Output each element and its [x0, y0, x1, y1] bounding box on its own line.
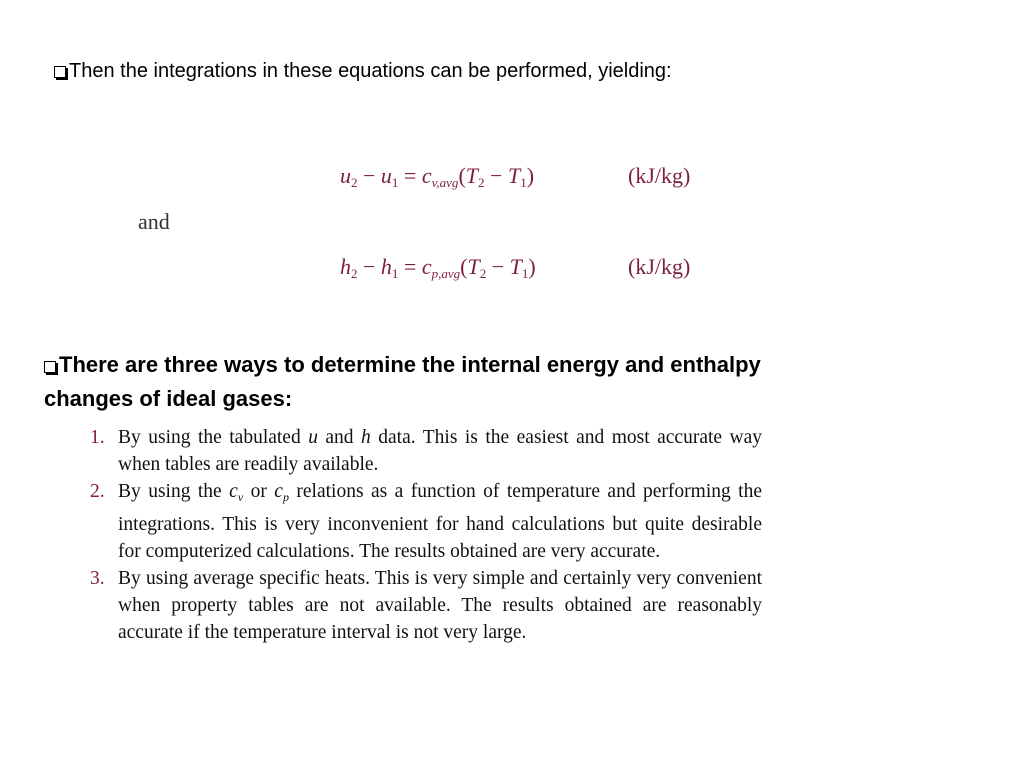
- eq1-paren-close: ): [526, 163, 535, 188]
- eq2-equals: =: [398, 254, 422, 279]
- eq2-unit: (kJ/kg): [628, 254, 691, 279]
- methods-heading: [44, 348, 784, 416]
- eq2-paren-close: ): [528, 254, 536, 279]
- item1-var-h: h: [361, 427, 371, 448]
- item1-text-a: By using the tabulated: [118, 427, 309, 448]
- methods-heading-text: There are three ways to determine the internal energy and enthalpy changes of ideal gases:: [44, 352, 761, 411]
- eq2-paren-open: (: [460, 254, 468, 279]
- item2-var-cp-sub: p: [282, 490, 289, 504]
- list-item: [90, 424, 762, 478]
- methods-list: [90, 424, 762, 646]
- list-item-number: 2.: [90, 481, 105, 502]
- eq2-t1: T: [509, 254, 522, 279]
- item2-var-cv-sub: v: [237, 490, 244, 504]
- eq1-symbol-u2: u: [340, 163, 351, 188]
- eq2-t1-sub: 1: [521, 266, 529, 281]
- item2-text-a: By using the: [118, 481, 230, 502]
- item2-var-cv: c: [229, 481, 238, 502]
- checkbox-bullet-icon: [54, 66, 66, 78]
- eq2-minus: −: [357, 254, 381, 279]
- checkbox-bullet-icon: [44, 361, 56, 373]
- eq2-sub-2: 2: [351, 266, 358, 281]
- eq2-t2: T: [467, 254, 480, 279]
- eq1-equals: =: [398, 163, 422, 188]
- eq2-cp-sub: p,avg: [431, 266, 461, 281]
- list-item: [90, 478, 762, 565]
- eq1-t1-sub: 1: [520, 175, 527, 190]
- list-item-text: [118, 478, 762, 565]
- item2-text-b: or: [243, 481, 275, 502]
- eq1-minus: −: [357, 163, 381, 188]
- eq1-cv-sub: v,avg: [431, 175, 459, 190]
- item2-var-cp: c: [274, 481, 283, 502]
- list-item-text: [118, 424, 762, 478]
- item1-text-b: and: [317, 427, 362, 448]
- eq1-sub-1: 1: [391, 175, 399, 190]
- list-item-number: 3.: [90, 568, 105, 589]
- eq1-t2: T: [465, 163, 479, 188]
- eq1-minus-2: −: [484, 163, 508, 188]
- eq1-symbol-u1: u: [380, 163, 392, 188]
- eq2-symbol-h1: h: [380, 254, 392, 279]
- item2-text-c: relations as a function of temperature and performing the integrations. This is very inconvenient for hand calculations but quite desirable for computerized calculations. The results obtained are very accurate.: [118, 481, 763, 562]
- eq1-paren-open: (: [458, 163, 466, 188]
- enthalpy-equation: [340, 254, 536, 282]
- eq2-sub-1: 1: [391, 266, 399, 281]
- internal-energy-equation: [340, 163, 534, 191]
- eq1-unit: (kJ/kg): [628, 163, 691, 188]
- eq2-minus-2: −: [486, 254, 510, 279]
- intro-bullet-line: [54, 60, 672, 83]
- eq1-cv-symbol: c: [421, 163, 432, 188]
- item1-var-u: u: [308, 427, 318, 448]
- item1-text-c: data. This is the easiest and most accurate way when tables are readily available.: [118, 427, 763, 475]
- eq2-cp-symbol: c: [421, 254, 432, 279]
- list-item-number: 1.: [90, 427, 105, 448]
- equation-connector: and: [138, 209, 170, 234]
- eq1-t2-sub: 2: [478, 175, 485, 190]
- eq2-symbol-h2: h: [340, 254, 351, 279]
- intro-text: Then the integrations in these equations can be performed, yielding:: [69, 60, 672, 82]
- list-item-text: By using average specific heats. This is very simple and certainly very convenient when property tables are not available. The results obtained are reasonably accurate if the temperature interval is not very large.: [118, 568, 762, 643]
- eq1-t1: T: [507, 163, 521, 188]
- eq2-t2-sub: 2: [479, 266, 487, 281]
- list-item: [90, 565, 762, 646]
- eq1-sub-2: 2: [351, 175, 358, 190]
